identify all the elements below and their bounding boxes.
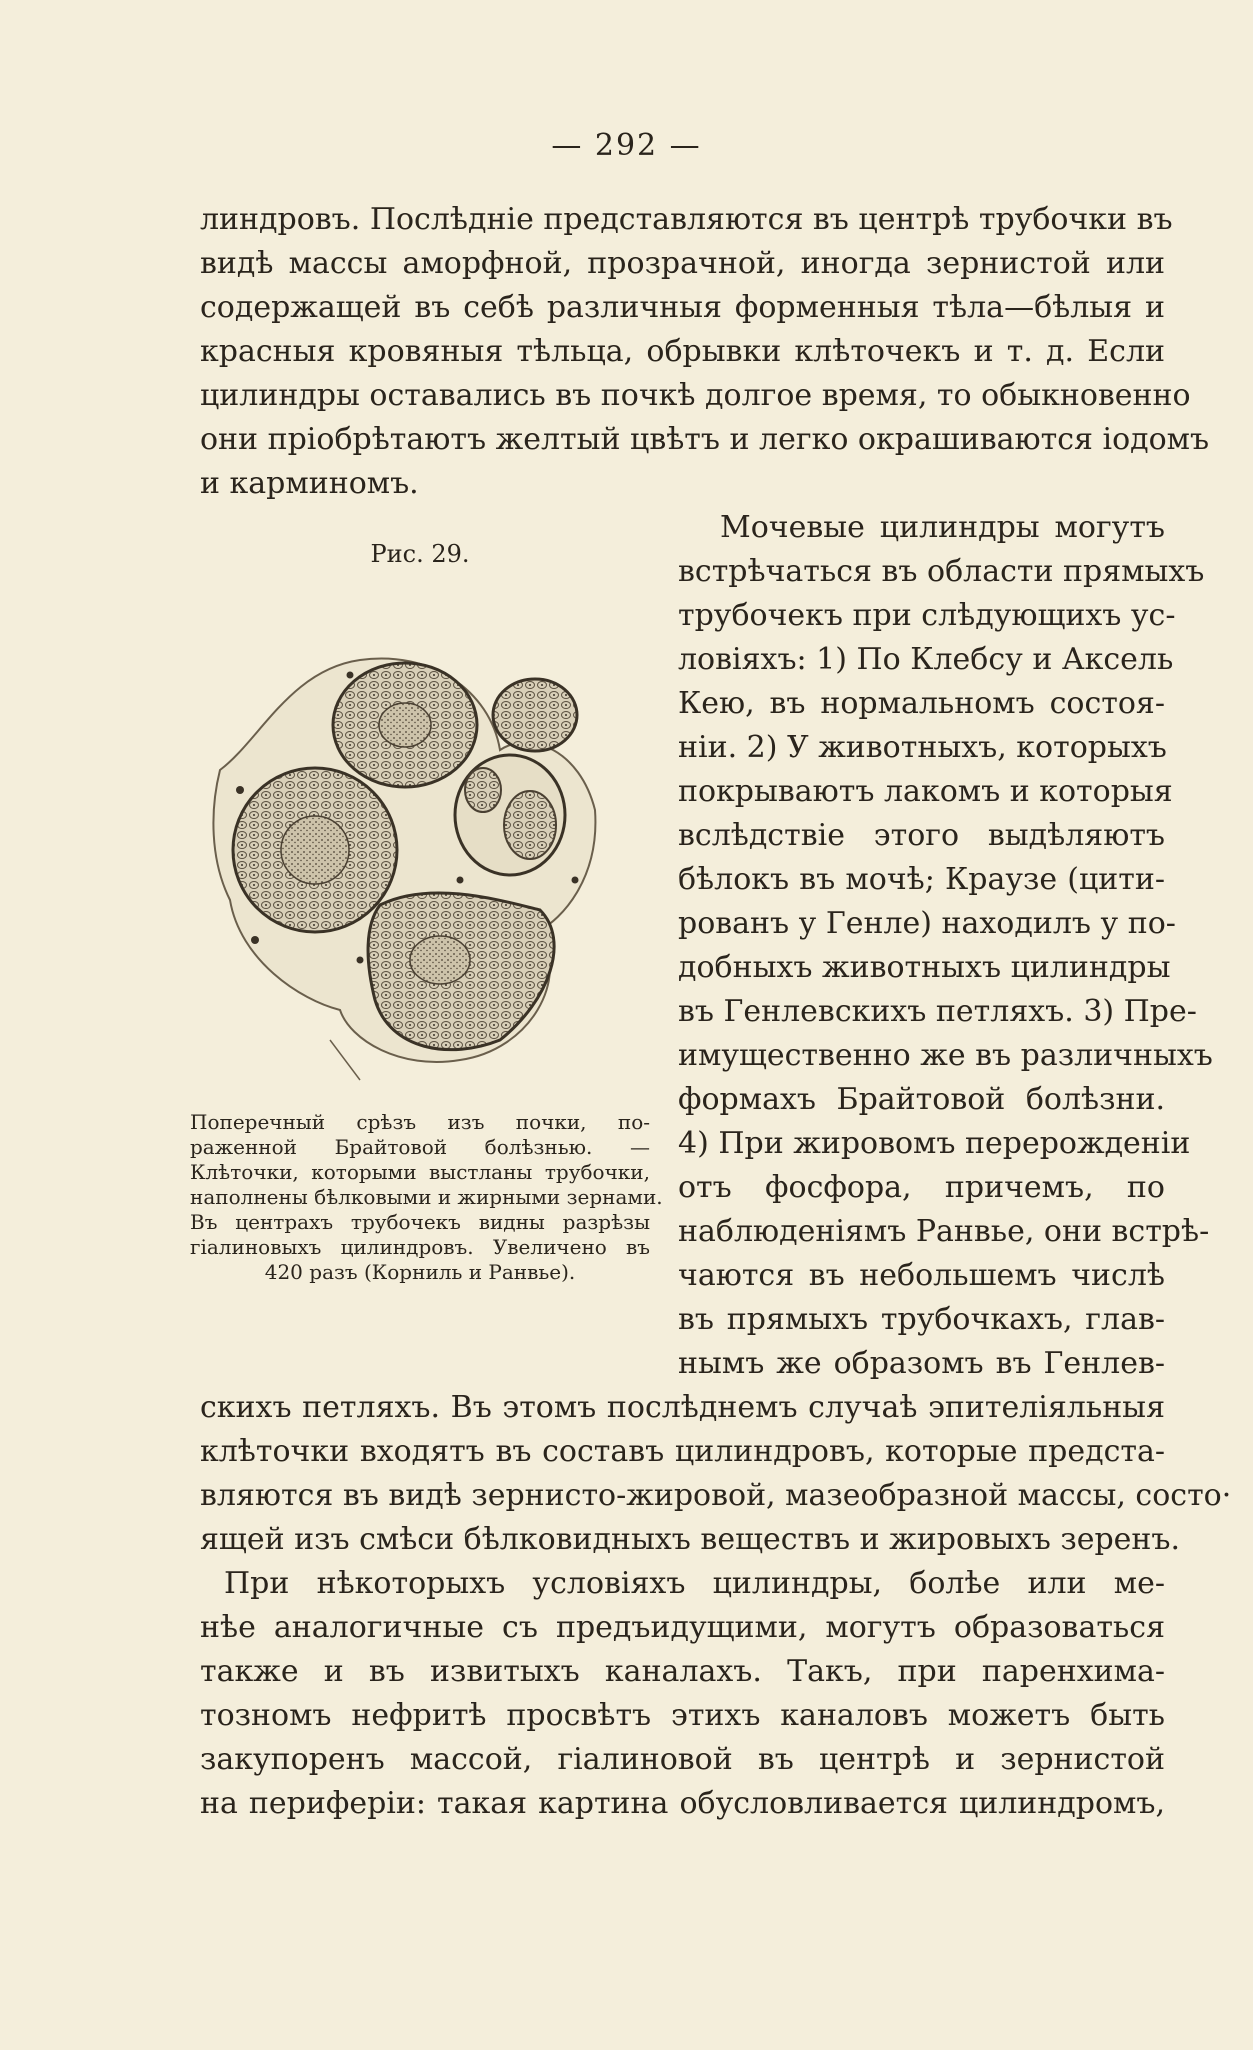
text-line: клѣточки входятъ въ составъ цилиндровъ, которые предста- <box>200 1434 1165 1469</box>
text-line: вслѣдствіе этого выдѣляютъ <box>678 818 1165 853</box>
text-line: чаются въ небольшемъ числѣ <box>678 1258 1165 1293</box>
page-number: — 292 — <box>551 128 702 163</box>
text-line: рованъ у Генле) находилъ у по- <box>678 906 1176 941</box>
text-line: въ прямыхъ трубочкахъ, глав- <box>678 1302 1165 1337</box>
figure-caption-line: Въ центрахъ трубочекъ видны разрѣзы <box>190 1210 650 1234</box>
figure-caption-line: гіалиновыхъ цилиндровъ. Увеличено въ <box>190 1235 650 1259</box>
text-line: формахъ Брайтовой болѣзни. <box>678 1082 1165 1117</box>
text-line: они пріобрѣтаютъ желтый цвѣтъ и легко окрашиваются іодомъ <box>200 422 1210 457</box>
text-line: Кею, въ нормальномъ состоя- <box>678 686 1165 721</box>
text-line: 4) При жировомъ перерожденіи <box>678 1126 1191 1161</box>
figure-caption-line: наполнены бѣлковыми и жирными зернами. <box>190 1185 663 1209</box>
figure-caption-line: Клѣточки, которыми выстланы трубочки, <box>190 1160 650 1184</box>
text-line: нѣе аналогичные съ предъидущими, могутъ образоваться <box>200 1610 1165 1645</box>
figure-caption-line: Поперечный срѣзъ изъ почки, по- <box>190 1110 650 1134</box>
text-line: линдровъ. Послѣдніе представляются въ центрѣ трубочки въ <box>200 202 1173 237</box>
text-line: При нѣкоторыхъ условіяхъ цилиндры, болѣе или ме- <box>224 1566 1165 1601</box>
text-line: имущественно же въ различныхъ <box>678 1038 1213 1073</box>
text-line: ящей изъ смѣси бѣлковидныхъ веществъ и жировыхъ зеренъ. <box>200 1522 1181 1557</box>
text-line: покрываютъ лакомъ и которыя <box>678 774 1173 809</box>
text-line: трубочекъ при слѣдующихъ ус- <box>678 598 1176 633</box>
text-line: отъ фосфора, причемъ, по <box>678 1170 1165 1205</box>
text-line: цилиндры оставались въ почкѣ долгое время, то обыкновенно <box>200 378 1191 413</box>
text-line: ніи. 2) У животныхъ, которыхъ <box>678 730 1167 765</box>
text-line: на периферіи: такая картина обусловливается цилиндромъ, <box>200 1786 1165 1821</box>
text-line: въ Генлевскихъ петляхъ. 3) Пре- <box>678 994 1197 1029</box>
text-line: красныя кровяныя тѣльца, обрывки клѣточекъ и т. д. Если <box>200 334 1165 369</box>
text-line: бѣлокъ въ мочѣ; Краузе (цити- <box>678 862 1165 897</box>
text-line: добныхъ животныхъ цилиндры <box>678 950 1171 985</box>
text-line: ловіяхъ: 1) По Клебсу и Аксель <box>678 642 1174 677</box>
kidney-section-illustration <box>200 580 600 1100</box>
text-line: наблюденіямъ Ранвье, они встрѣ- <box>678 1214 1210 1249</box>
text-line: Мочевые цилиндры могутъ <box>720 510 1165 545</box>
figure-caption-line: раженной Брайтовой болѣзнью. — <box>190 1135 650 1159</box>
text-line: также и въ извитыхъ каналахъ. Такъ, при паренхима- <box>200 1654 1165 1689</box>
text-line: скихъ петляхъ. Въ этомъ послѣднемъ случаѣ эпителіяльныя <box>200 1390 1165 1425</box>
text-line: встрѣчаться въ области прямыхъ <box>678 554 1205 589</box>
text-line: нымъ же образомъ въ Генлев- <box>678 1346 1165 1381</box>
text-line: вляются въ видѣ зернисто-жировой, мазеобразной массы, состо· <box>200 1478 1232 1513</box>
text-line: содержащей въ себѣ различныя форменныя тѣла—бѣлыя и <box>200 290 1165 325</box>
text-line: видѣ массы аморфной, прозрачной, иногда зернистой или <box>200 246 1165 281</box>
text-line: закупоренъ массой, гіалиновой въ центрѣ и зернистой <box>200 1742 1165 1777</box>
text-line: и карминомъ. <box>200 466 419 501</box>
figure-caption-line: 420 разъ (Корниль и Ранвье). <box>264 1260 576 1284</box>
figure-label: Рис. 29. <box>370 540 470 568</box>
text-line: тозномъ нефритѣ просвѣтъ этихъ каналовъ можетъ быть <box>200 1698 1165 1733</box>
